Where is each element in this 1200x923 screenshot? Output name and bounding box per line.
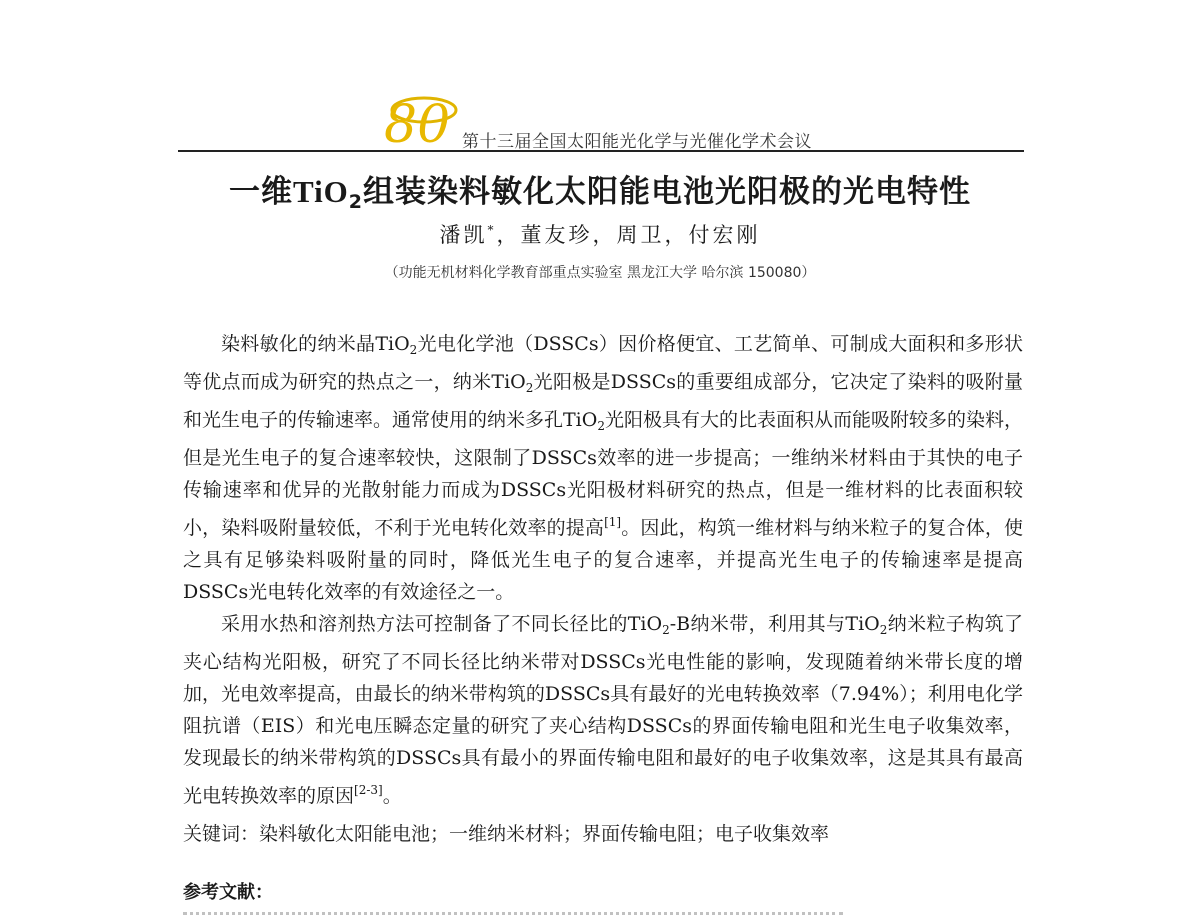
title-subscript: 2	[348, 191, 364, 213]
author-list	[0, 219, 1200, 249]
author-others: ，董友珍，周卫，付宏刚	[496, 223, 761, 247]
corresponding-mark: *	[487, 223, 497, 237]
header-divider	[178, 150, 1024, 152]
author-first: 潘凯	[439, 223, 488, 247]
abstract-paragraph-2: 采用水热和溶剂热方法可控制备了不同长径比的TiO$_2$-B纳米带，利用其与TiO$_2$纳米粒子构筑了夹心结构光阳极，研究了不同长径比纳米带对DSSCs光电性能的影响，发现随着纳米带长度的增加，光电效率提高，由最长的纳米带构筑的DSSCs具有最好的光电转换效率（7.94%）；利用电化学阻抗谱（EIS）和光电压瞬态定量的研究了夹心结构DSSCs的界面传输电阻和光生电子收集效率，发现最长的纳米带构筑的DSSCs具有最小的界面传输电阻和最好的电子收集效率，这是其具有最高光电转换效率的原因[2-3]。	[183, 613, 1023, 807]
title-chem: TiO	[292, 174, 349, 209]
keywords: 关键词：染料敏化太阳能电池；一维纳米材料；界面传输电阻；电子收集效率	[183, 823, 830, 845]
references-cutoff-line	[183, 912, 843, 923]
citation-2-3: [2-3]	[354, 783, 383, 797]
conference-name: 第十三届全国太阳能光化学与光催化学术会议	[462, 132, 812, 152]
paper-title	[0, 166, 1200, 213]
references-heading: 参考文献：	[183, 882, 273, 903]
logo-mark: 80	[384, 95, 451, 148]
abstract-paragraph-1: 染料敏化的纳米晶TiO$_2$光电化学池（DSSCs）因价格便宜、工艺简单、可制成大面积和多形状等优点而成为研究的热点之一，纳米TiO$_2$光阳极是DSSCs的重要组成部分，它决定了染料的吸附量和光生电子的传输速率。通常使用的纳米多孔TiO$_2$光阳极具有大的比表面积从而能吸附较多的染料，但是光生电子的复合速率较快，这限制了DSSCs效率的进一步提高；一维纳米材料由于其快的电子传输速率和优异的光散射能力而成为DSSCs光阳极材料研究的热点，但是一维材料的比表面积较小，染料吸附量较低，不利于光电转化效率的提高[1]。因此，构筑一维材料与纳米粒子的复合体，使之具有足够染料吸附量的同时，降低光生电子的复合速率，并提高光生电子的传输速率是提高DSSCs光电转化效率的有效途径之一。	[183, 333, 1023, 603]
affiliation: （功能无机材料化学教育部重点实验室 黑龙江大学 哈尔滨 150080）	[384, 265, 816, 281]
title-rest: 组装染料敏化太阳能电池光阳极的光电特性	[363, 174, 972, 210]
title-prefix: 一维	[228, 174, 293, 210]
conference-logo-icon	[378, 86, 462, 148]
citation-1: [1]	[604, 515, 622, 529]
